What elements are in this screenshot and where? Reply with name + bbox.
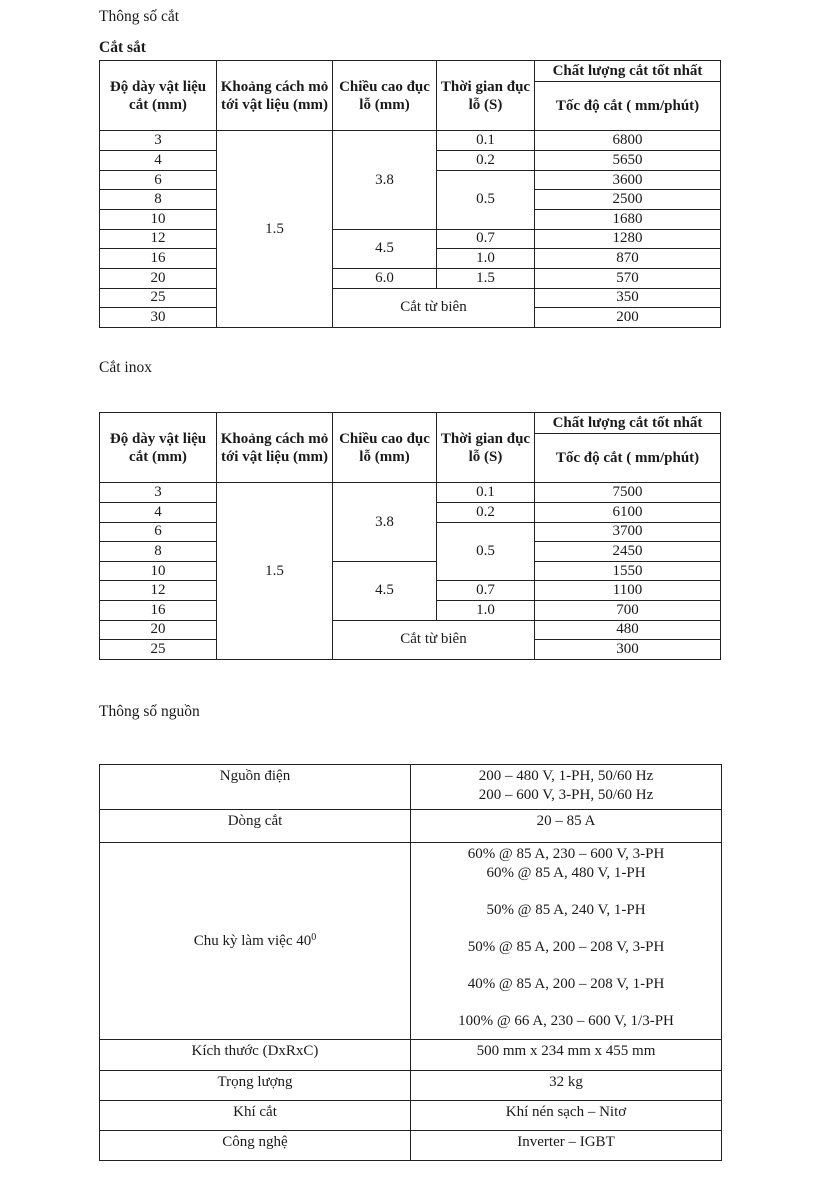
- source-spec-table: [99, 764, 722, 1161]
- power-value-line: 200 – 600 V, 3-PH, 50/60 Hz: [478, 786, 654, 803]
- thickness-cell: 10: [100, 561, 217, 581]
- thickness-cell: 16: [100, 601, 217, 621]
- thickness-cell: 20: [100, 268, 217, 288]
- speed-cell: 870: [535, 249, 721, 269]
- thickness-cell: 16: [100, 249, 217, 269]
- pierce-time-cell: 0.2: [437, 502, 535, 522]
- power-label: Nguồn điện: [100, 765, 411, 810]
- duty-value-line: 60% @ 85 A, 480 V, 1-PH: [486, 864, 646, 881]
- pierce-time-cell: 1.5: [437, 268, 535, 288]
- table-row: [100, 268, 721, 288]
- table-row: [100, 1040, 722, 1071]
- pierce-time-cell: 0.7: [437, 581, 535, 601]
- inox-cut-table: [99, 412, 721, 660]
- pierce-height-cell: 6.0: [333, 268, 437, 288]
- speed-cell: 7500: [535, 483, 721, 503]
- speed-cell: 5650: [535, 151, 721, 171]
- header-speed: Tốc độ cắt ( mm/phút): [535, 433, 721, 483]
- size-value: 500 mm x 234 mm x 455 mm: [411, 1040, 722, 1071]
- iron-cut-table: [99, 60, 721, 328]
- speed-cell: 3600: [535, 170, 721, 190]
- power-value: [411, 765, 722, 810]
- source-params-title: Thông số nguồn: [99, 703, 200, 720]
- header-distance: Khoảng cách mỏ tới vật liệu (mm): [217, 413, 333, 483]
- speed-cell: 300: [535, 640, 721, 660]
- pierce-time-cell: 0.1: [437, 131, 535, 151]
- thickness-cell: 6: [100, 522, 217, 542]
- edge-start-cell: Cắt từ biên: [333, 620, 535, 659]
- thickness-cell: 12: [100, 581, 217, 601]
- thickness-cell: 3: [100, 131, 217, 151]
- table-header-row: [100, 413, 721, 434]
- iron-cut-title: Cắt sắt: [99, 39, 146, 56]
- table-row: [100, 1071, 722, 1101]
- table-row: [100, 765, 722, 810]
- speed-cell: 6100: [535, 502, 721, 522]
- duty-value: [411, 843, 722, 1040]
- speed-cell: 2450: [535, 542, 721, 562]
- duty-value-line: 60% @ 85 A, 230 – 600 V, 3-PH: [467, 846, 665, 862]
- duty-value-line: 50% @ 85 A, 240 V, 1-PH: [486, 901, 646, 918]
- speed-cell: 1280: [535, 229, 721, 249]
- header-pierce-time: Thời gian đục lỗ (S): [437, 61, 535, 131]
- table-row: [100, 288, 721, 308]
- thickness-cell: 6: [100, 170, 217, 190]
- header-pierce-height: Chiều cao đục lỗ (mm): [333, 413, 437, 483]
- size-label: Kích thước (DxRxC): [100, 1040, 411, 1071]
- speed-cell: 350: [535, 288, 721, 308]
- speed-cell: 6800: [535, 131, 721, 151]
- thickness-cell: 8: [100, 542, 217, 562]
- duty-label: [100, 843, 411, 1040]
- header-distance: Khoảng cách mỏ tới vật liệu (mm): [217, 61, 333, 131]
- speed-cell: 1100: [535, 581, 721, 601]
- duty-value-line: 40% @ 85 A, 200 – 208 V, 1-PH: [467, 975, 665, 992]
- table-row: [100, 620, 721, 640]
- pierce-time-cell: 0.2: [437, 151, 535, 171]
- speed-cell: 570: [535, 268, 721, 288]
- cut-params-title: Thông số cắt: [99, 8, 180, 25]
- table-header-row: [100, 61, 721, 82]
- pierce-time-cell: 1.0: [437, 249, 535, 269]
- weight-label: Trọng lượng: [100, 1071, 411, 1101]
- table-row: [100, 131, 721, 151]
- speed-cell: 480: [535, 620, 721, 640]
- speed-cell: 2500: [535, 190, 721, 210]
- gas-label: Khí cắt: [100, 1101, 411, 1131]
- pierce-time-cell: 0.5: [437, 170, 535, 229]
- thickness-cell: 4: [100, 502, 217, 522]
- table-row: [100, 1131, 722, 1161]
- duty-value-line: 50% @ 85 A, 200 – 208 V, 3-PH: [467, 938, 665, 955]
- header-quality: Chất lượng cắt tốt nhất: [535, 413, 721, 434]
- speed-cell: 700: [535, 601, 721, 621]
- pierce-time-cell: 1.0: [437, 601, 535, 621]
- duty-label-sup: 0: [311, 931, 317, 943]
- speed-cell: 3700: [535, 522, 721, 542]
- table-row: [100, 229, 721, 249]
- thickness-cell: 3: [100, 483, 217, 503]
- header-speed: Tốc độ cắt ( mm/phút): [535, 81, 721, 131]
- header-quality: Chất lượng cắt tốt nhất: [535, 61, 721, 82]
- thickness-cell: 8: [100, 190, 217, 210]
- speed-cell: 200: [535, 308, 721, 328]
- thickness-cell: 25: [100, 640, 217, 660]
- header-thickness: Độ dày vật liệu cắt (mm): [100, 61, 217, 131]
- distance-cell: 1.5: [217, 483, 333, 660]
- pierce-time-cell: 0.1: [437, 483, 535, 503]
- weight-value: 32 kg: [411, 1071, 722, 1101]
- thickness-cell: 20: [100, 620, 217, 640]
- inox-cut-title: Cắt inox: [99, 359, 152, 376]
- header-thickness: Độ dày vật liệu cắt (mm): [100, 413, 217, 483]
- pierce-height-cell: 3.8: [333, 131, 437, 229]
- current-label: Dòng cắt: [100, 810, 411, 843]
- tech-label: Công nghệ: [100, 1131, 411, 1161]
- duty-value-line: 100% @ 66 A, 230 – 600 V, 1/3-PH: [458, 1012, 674, 1029]
- thickness-cell: 12: [100, 229, 217, 249]
- pierce-height-cell: 4.5: [333, 229, 437, 268]
- thickness-cell: 30: [100, 308, 217, 328]
- duty-label-text: Chu kỳ làm việc 40: [193, 932, 312, 949]
- thickness-cell: 10: [100, 209, 217, 229]
- table-row: [100, 843, 722, 1040]
- edge-start-cell: Cắt từ biên: [333, 288, 535, 327]
- speed-cell: 1680: [535, 209, 721, 229]
- header-pierce-height: Chiều cao đục lỗ (mm): [333, 61, 437, 131]
- table-row: [100, 483, 721, 503]
- pierce-time-cell: 0.5: [437, 522, 535, 581]
- table-row: [100, 561, 721, 581]
- pierce-time-cell: 0.7: [437, 229, 535, 249]
- pierce-height-cell: 3.8: [333, 483, 437, 562]
- thickness-cell: 25: [100, 288, 217, 308]
- gas-value: Khí nén sạch – Nitơ: [411, 1101, 722, 1131]
- thickness-cell: 4: [100, 151, 217, 171]
- speed-cell: 1550: [535, 561, 721, 581]
- current-value: 20 – 85 A: [411, 810, 722, 843]
- distance-cell: 1.5: [217, 131, 333, 328]
- header-pierce-time: Thời gian đục lỗ (S): [437, 413, 535, 483]
- table-row: [100, 810, 722, 843]
- pierce-height-cell: 4.5: [333, 561, 437, 620]
- power-value-line: 200 – 480 V, 1-PH, 50/60 Hz: [478, 768, 654, 784]
- table-row: [100, 1101, 722, 1131]
- tech-value: Inverter – IGBT: [411, 1131, 722, 1161]
